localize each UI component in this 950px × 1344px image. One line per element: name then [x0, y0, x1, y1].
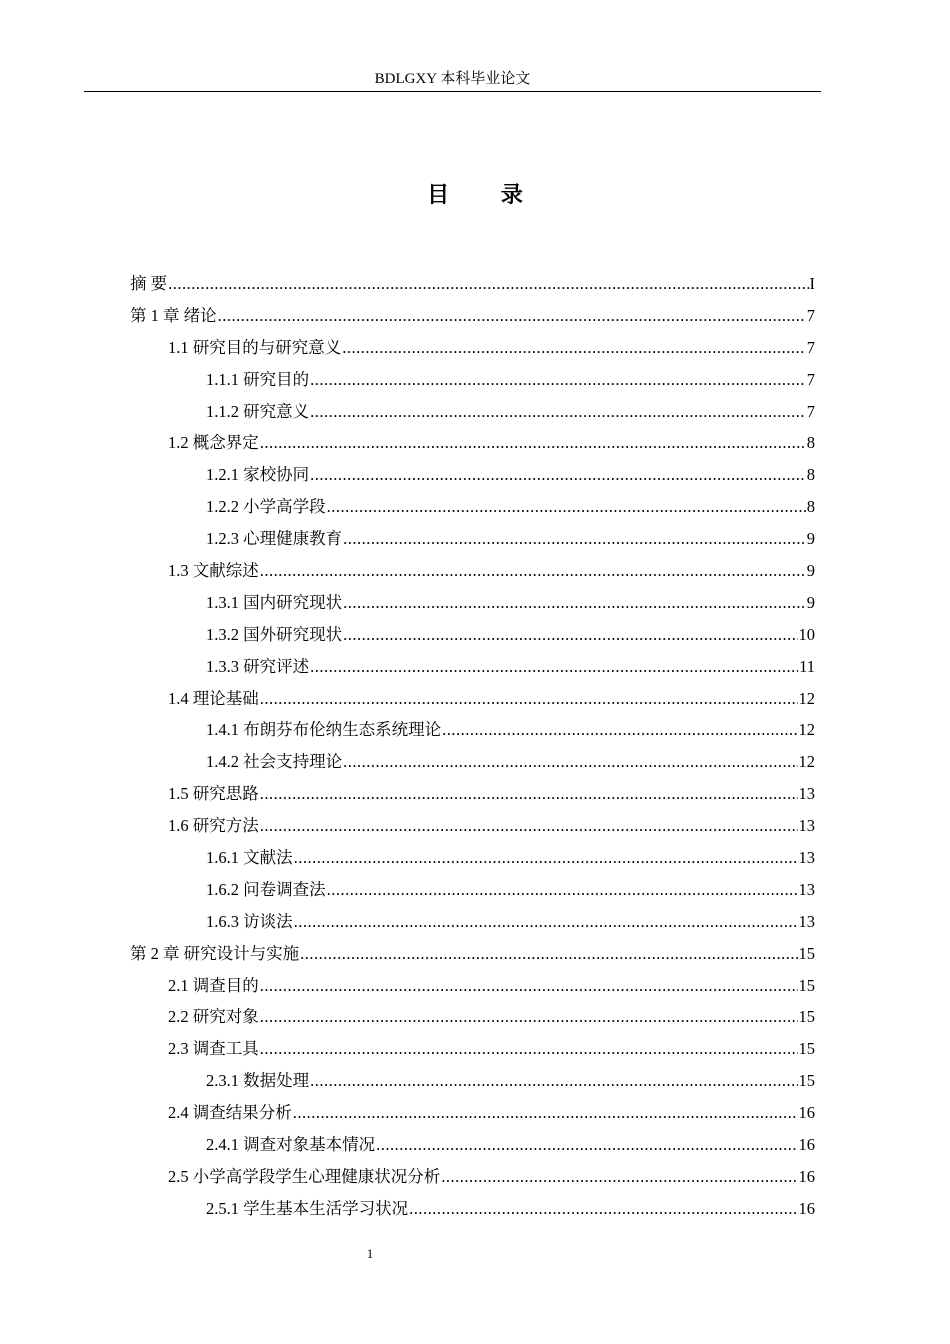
toc-entry[interactable]	[130, 1161, 815, 1193]
toc-entry-page: 16	[798, 1166, 815, 1186]
toc-entry[interactable]	[130, 268, 815, 300]
toc-dot-leader	[294, 906, 798, 938]
toc-entry-label: 1.3 文献综述	[168, 561, 259, 581]
toc-entry-page: 13	[798, 879, 815, 899]
toc-entry[interactable]	[130, 332, 815, 364]
toc-entry[interactable]	[130, 938, 815, 970]
toc-entry-label: 1.6.3 访谈法	[206, 911, 293, 931]
toc-entry-page: 15	[798, 1071, 815, 1091]
toc-dot-leader	[260, 810, 798, 842]
header-rule	[84, 91, 821, 92]
toc-entry-label: 摘 要	[130, 274, 168, 293]
toc-entry[interactable]	[130, 651, 815, 683]
toc-dot-leader	[310, 651, 798, 683]
toc-dot-leader	[218, 300, 806, 332]
toc-entry-label: 1.5 研究思路	[168, 784, 259, 804]
toc-entry-page: 16	[798, 1135, 815, 1155]
toc-entry-page: 16	[798, 1198, 815, 1218]
toc-dot-leader	[441, 1161, 797, 1193]
toc-entry-label: 2.4.1 调查对象基本情况	[206, 1135, 376, 1155]
toc-entry[interactable]	[130, 1033, 815, 1065]
toc-dot-leader	[409, 1193, 797, 1225]
toc-entry-page: 8	[806, 497, 815, 517]
toc-entry-label: 1.6.1 文献法	[206, 848, 293, 868]
toc-entry-page: 7	[806, 401, 815, 421]
toc-entry-page: 11	[799, 656, 815, 676]
toc-entry-label: 2.4 调查结果分析	[168, 1103, 292, 1123]
toc-entry-label: 2.2 研究对象	[168, 1007, 259, 1027]
toc-entry[interactable]	[130, 364, 815, 396]
toc-dot-leader	[376, 1129, 797, 1161]
toc-entry[interactable]	[130, 491, 815, 523]
toc-dot-leader	[327, 491, 806, 523]
toc-entry-label: 1.2.1 家校协同	[206, 465, 310, 485]
toc-entry-label: 1.2.3 心理健康教育	[206, 529, 343, 549]
toc-dot-leader	[260, 970, 798, 1002]
toc-entry[interactable]	[130, 746, 815, 778]
toc-entry-page: 10	[798, 624, 815, 644]
toc-dot-leader	[260, 1033, 798, 1065]
toc-entry-page: 9	[806, 529, 815, 549]
toc-entry-page: 15	[798, 1007, 815, 1027]
toc-entry[interactable]	[130, 906, 815, 938]
toc-dot-leader	[260, 555, 806, 587]
toc-dot-leader	[343, 587, 806, 619]
toc-dot-leader	[442, 714, 797, 746]
toc-dot-leader	[342, 332, 806, 364]
toc-entry-label: 2.3.1 数据处理	[206, 1071, 310, 1091]
toc-dot-leader	[168, 268, 808, 300]
toc-entry-page: 13	[798, 848, 815, 868]
toc-dot-leader	[294, 842, 798, 874]
page-title: 目 录	[427, 183, 545, 208]
toc-entry-label: 第 1 章 绪论	[130, 305, 217, 325]
toc-entry[interactable]	[130, 970, 815, 1002]
toc-entry-label: 1.4.1 布朗芬布伦纳生态系统理论	[206, 720, 442, 740]
toc-dot-leader	[343, 746, 797, 778]
toc-entry[interactable]	[130, 778, 815, 810]
toc-entry-page: 12	[798, 752, 815, 772]
toc-entry-label: 1.3.3 研究评述	[206, 656, 310, 676]
toc-dot-leader	[260, 427, 806, 459]
toc-entry-label: 1.1.2 研究意义	[206, 401, 310, 421]
toc-entry-page: 16	[798, 1103, 815, 1123]
toc-entry[interactable]	[130, 874, 815, 906]
toc-entry-page: 7	[806, 305, 815, 325]
toc-dot-leader	[327, 874, 798, 906]
toc-entry[interactable]	[130, 427, 815, 459]
toc-entry[interactable]	[130, 300, 815, 332]
toc-entry-label: 1.2.2 小学高学段	[206, 497, 326, 517]
toc-entry-page: 15	[798, 975, 815, 995]
toc-entry[interactable]	[130, 714, 815, 746]
toc-entry-label: 1.1.1 研究目的	[206, 369, 310, 389]
toc-entry[interactable]	[130, 1129, 815, 1161]
toc-entry-page: 8	[806, 465, 815, 485]
toc-entry-label: 2.5.1 学生基本生活学习状况	[206, 1198, 409, 1218]
toc-entry-label: 1.4 理论基础	[168, 688, 259, 708]
toc-entry-page: 8	[806, 433, 815, 453]
toc-entry-page: 15	[798, 943, 815, 963]
toc-entry[interactable]	[130, 842, 815, 874]
toc-entry-page: I	[809, 274, 815, 293]
toc-entry-label: 1.4.2 社会支持理论	[206, 752, 343, 772]
toc-entry-page: 13	[798, 816, 815, 836]
toc-entry-page: 7	[806, 369, 815, 389]
toc-entry-label: 2.3 调查工具	[168, 1039, 259, 1059]
toc-entry[interactable]	[130, 619, 815, 651]
toc-entry-page: 13	[798, 784, 815, 804]
toc-dot-leader	[310, 459, 806, 491]
toc-entry[interactable]	[130, 523, 815, 555]
page-number: 1	[366, 1246, 374, 1261]
toc-dot-leader	[310, 364, 806, 396]
toc-dot-leader	[310, 1065, 797, 1097]
toc-dot-leader	[260, 1001, 798, 1033]
toc-entry-page: 13	[798, 911, 815, 931]
toc-entry[interactable]	[130, 555, 815, 587]
toc-entry[interactable]	[130, 459, 815, 491]
toc-entry-page: 12	[798, 688, 815, 708]
toc-dot-leader	[260, 683, 798, 715]
toc-entry-label: 1.6 研究方法	[168, 816, 259, 836]
toc-dot-leader	[310, 396, 806, 428]
toc-entry[interactable]	[130, 810, 815, 842]
toc-entry[interactable]	[130, 1193, 815, 1225]
toc-entry-label: 第 2 章 研究设计与实施	[130, 943, 300, 963]
toc-entry[interactable]	[130, 587, 815, 619]
toc-entry-label: 1.2 概念界定	[168, 433, 259, 453]
toc-entry-page: 7	[806, 337, 815, 357]
toc-entry[interactable]	[130, 1097, 815, 1129]
toc-entry-label: 1.3.2 国外研究现状	[206, 624, 343, 644]
toc-entry-label: 1.6.2 问卷调查法	[206, 879, 326, 899]
toc-dot-leader	[260, 778, 798, 810]
toc-entry[interactable]	[130, 683, 815, 715]
toc-entry[interactable]	[130, 396, 815, 428]
toc-entry[interactable]	[130, 1065, 815, 1097]
toc-dot-leader	[343, 523, 806, 555]
toc-entry-label: 2.5 小学高学段学生心理健康状况分析	[168, 1166, 441, 1186]
table-of-contents	[130, 268, 815, 1225]
running-header: BDLGXY 本科毕业论文	[374, 71, 531, 87]
toc-dot-leader	[300, 938, 797, 970]
toc-entry-page: 9	[806, 561, 815, 581]
toc-entry-page: 15	[798, 1039, 815, 1059]
toc-dot-leader	[343, 619, 797, 651]
toc-entry[interactable]	[130, 1001, 815, 1033]
toc-entry-page: 12	[798, 720, 815, 740]
toc-entry-page: 9	[806, 592, 815, 612]
toc-dot-leader	[293, 1097, 798, 1129]
toc-entry-label: 1.3.1 国内研究现状	[206, 592, 343, 612]
toc-entry-label: 2.1 调查目的	[168, 975, 259, 995]
toc-entry-label: 1.1 研究目的与研究意义	[168, 337, 342, 357]
